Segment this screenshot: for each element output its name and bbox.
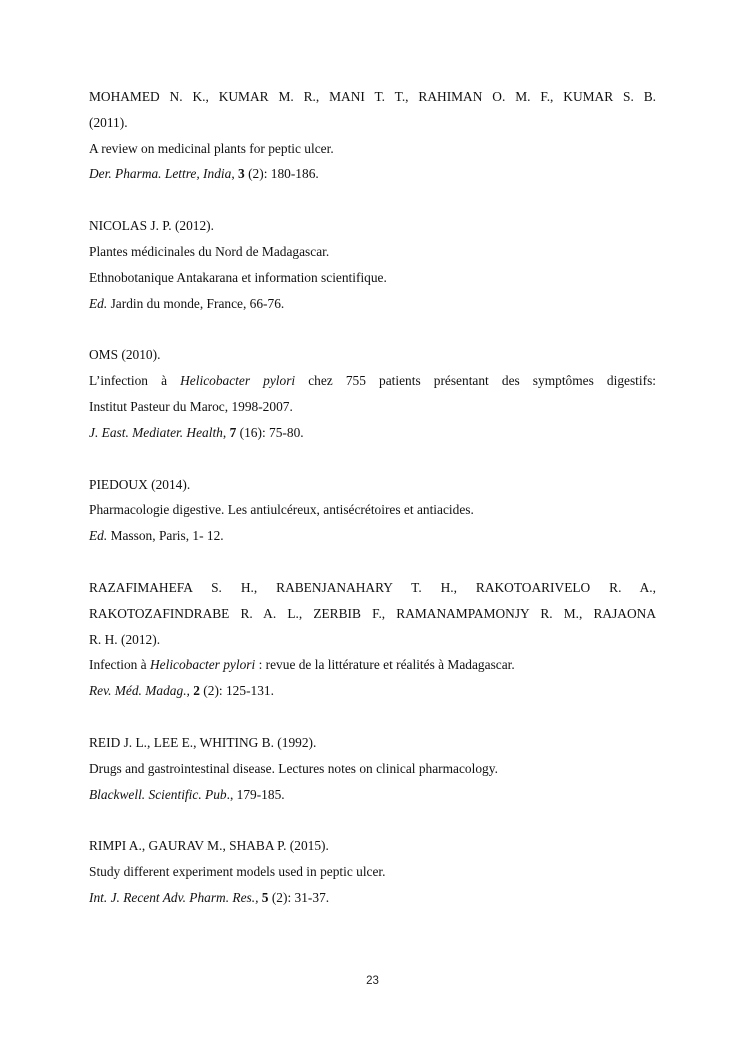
- reference-list: [89, 84, 656, 937]
- volume-number: 5: [261, 889, 269, 905]
- reference-authors: RAZAFIMAHEFA S. H., RABENJANAHARY T. H., RAKOTOARIVELO R. A.,: [89, 579, 656, 595]
- reference-title: [89, 368, 656, 394]
- title-text: : revue de la littérature et réalités à Madagascar.: [255, 657, 515, 673]
- reference-authors: MOHAMED N. K., KUMAR M. R., MANI T. T., RAHIMAN O. M. F., KUMAR S. B.: [89, 89, 656, 104]
- journal-name: Int. J. Recent Adv. Pharm. Res.,: [89, 889, 259, 905]
- reference-source: [89, 782, 656, 808]
- reference-entry-mohamed: [89, 84, 656, 187]
- reference-source: [89, 291, 656, 317]
- pages: (16): 75-80.: [236, 424, 304, 440]
- pages: (2): 31-37.: [268, 889, 330, 905]
- title-text: L’infection à: [89, 373, 181, 389]
- volume-number: 2: [193, 683, 200, 699]
- publisher: Jardin du monde, France, 66-76.: [107, 295, 285, 311]
- pages: ., 179-185.: [226, 786, 285, 802]
- journal-name: Blackwell. Scientific. Pub: [89, 786, 227, 802]
- reference-title: A review on medicinal plants for peptic ulcer.: [89, 140, 334, 156]
- reference-title: Drugs and gastrointestinal disease. Lectures notes on clinical pharmacology.: [89, 760, 498, 776]
- reference-authors: PIEDOUX (2014).: [89, 476, 191, 492]
- editor-label: Ed.: [89, 528, 108, 544]
- title-text: chez 755 patients présentant des symptômes digestifs:: [295, 373, 657, 389]
- reference-source: [89, 523, 656, 549]
- reference-title: Pharmacologie digestive. Les antiulcéreux, antisécrétoires et antiacides.: [89, 502, 474, 518]
- reference-title: [89, 652, 656, 678]
- pages: (2): 125-131.: [199, 683, 274, 699]
- separator: ,: [231, 166, 239, 182]
- reference-entry-piedoux: [89, 472, 656, 549]
- species-name: Helicobacter pylori: [149, 657, 256, 673]
- reference-authors: OMS (2010).: [89, 347, 161, 363]
- reference-authors-cont: (2011).: [89, 114, 128, 130]
- reference-entry-reid: [89, 730, 656, 807]
- reference-title: Plantes médicinales du Nord de Madagascar.: [89, 243, 330, 259]
- volume-number: 3: [238, 166, 245, 182]
- species-name: Helicobacter pylori: [180, 373, 296, 389]
- reference-authors-cont: RAKOTOZAFINDRABE R. A. L., ZERBIB F., RAMANAMPAMONJY R. M., RAJAONA: [89, 605, 656, 621]
- journal-name: Der. Pharma. Lettre, India: [89, 166, 232, 182]
- page-number: 23: [366, 975, 379, 987]
- journal-name: J. East. Mediater. Health: [89, 424, 223, 440]
- reference-subtitle: Ethnobotanique Antakarana et information scientifique.: [89, 269, 387, 285]
- reference-title-cont: Institut Pasteur du Maroc, 1998-2007.: [89, 398, 293, 414]
- reference-authors: NICOLAS J. P. (2012).: [89, 218, 214, 234]
- reference-authors: RIMPI A., GAURAV M., SHABA P. (2015).: [89, 838, 329, 854]
- reference-title: Study different experiment models used in peptic ulcer.: [89, 864, 386, 880]
- reference-source: [89, 161, 656, 187]
- reference-authors-cont: R. H. (2012).: [89, 631, 161, 647]
- reference-entry-nicolas: [89, 213, 656, 316]
- reference-entry-razafimahefa: [89, 575, 656, 704]
- journal-name: Rev. Méd. Madag.,: [89, 683, 190, 699]
- separator: ,: [222, 424, 230, 440]
- publisher: Masson, Paris, 1- 12.: [107, 528, 224, 544]
- reference-source: [89, 678, 656, 704]
- editor-label: Ed.: [89, 295, 108, 311]
- reference-entry-rimpi: [89, 833, 656, 910]
- reference-entry-oms: [89, 342, 656, 445]
- volume-number: 7: [229, 424, 237, 440]
- title-text: Infection à: [89, 657, 150, 673]
- pages: (2): 180-186.: [244, 166, 319, 182]
- reference-source: [89, 420, 656, 446]
- reference-authors: REID J. L., LEE E., WHITING B. (1992).: [89, 734, 317, 750]
- reference-source: [89, 885, 656, 911]
